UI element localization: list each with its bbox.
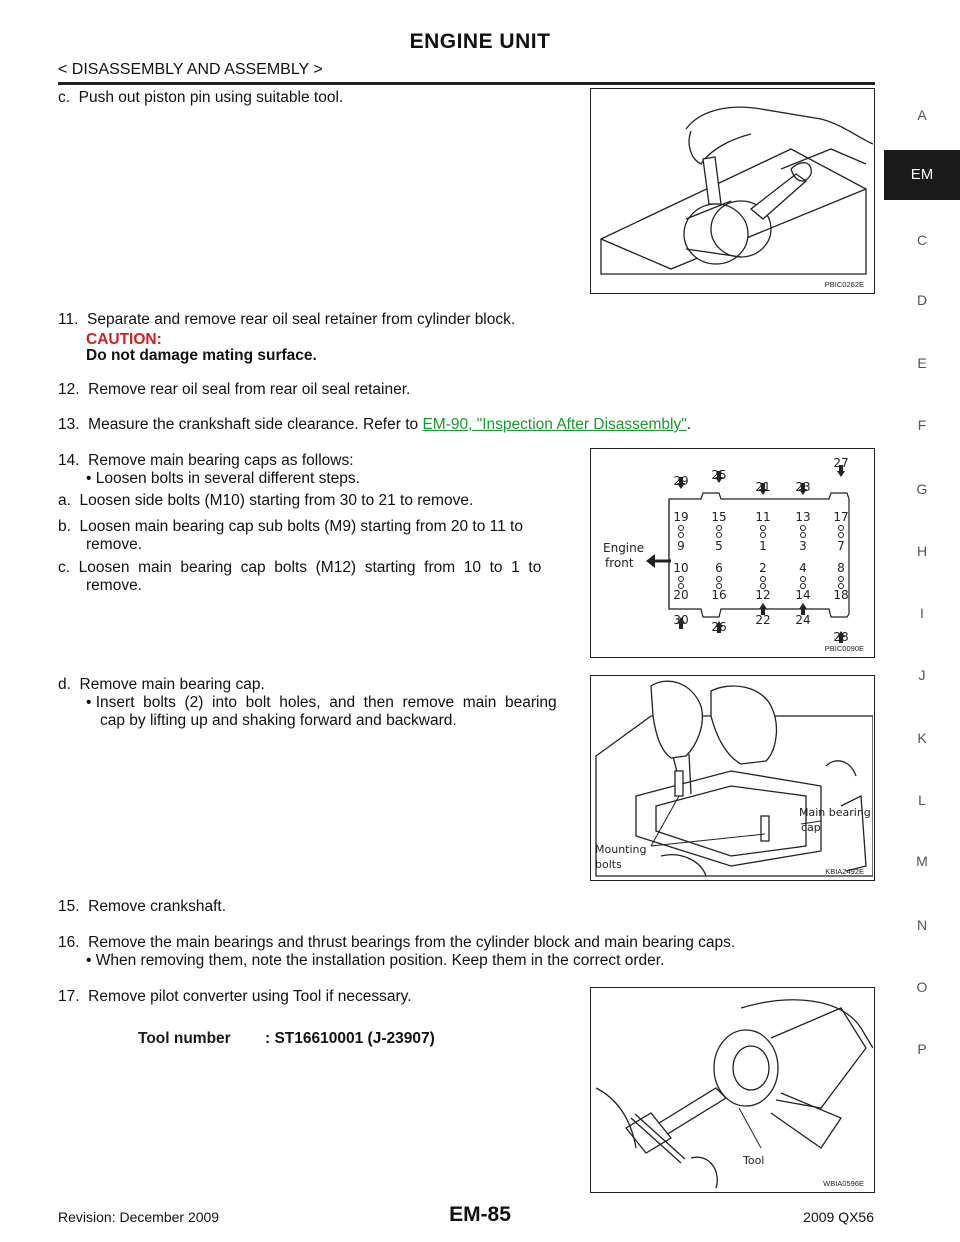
step-12: 12. Remove rear oil seal from rear oil seal retainer. (58, 381, 411, 398)
tab-j[interactable]: J (918, 667, 926, 683)
bolt-label-4: 4 (799, 561, 807, 575)
figure-id-wbia0596e: WBIA0596E (823, 1179, 864, 1188)
tab-l[interactable]: L (918, 792, 926, 808)
engine-front-label-2: front (605, 556, 634, 570)
piston-pin-illustration (591, 89, 873, 292)
step-14d-bullet: • Insert bolts (2) into bolt holes, and then remove main bearing (86, 694, 557, 711)
pilot-converter-illustration (591, 988, 873, 1191)
figure-id-pbic0090e: PBIC0090E (824, 644, 864, 653)
main-bearing-cap-label: Main bearing (799, 806, 871, 819)
bolt-label-12: 12 (755, 588, 771, 602)
mounting-bolts-label-2: bolts (595, 858, 622, 871)
bolt-label-15: 15 (711, 510, 727, 524)
bolt-label-19: 19 (673, 510, 689, 524)
tab-c[interactable]: C (916, 232, 928, 248)
step-c-push-pin: c. Push out piston pin using suitable tool. (58, 89, 344, 106)
tab-k[interactable]: K (917, 730, 927, 746)
step-16: 16. Remove the main bearings and thrust bearings from the cylinder block and main bearing caps. (58, 934, 736, 951)
step-14b-cont: remove. (86, 536, 142, 553)
bolt-label-17: 17 (833, 510, 849, 524)
step-14: 14. Remove main bearing caps as follows: (58, 452, 354, 469)
bolt-label-16: 16 (711, 588, 727, 602)
step-14b: b. Loosen main bearing cap sub bolts (M9) starting from 20 to 11 to (58, 518, 523, 535)
bolt-label-21: 21 (755, 480, 771, 494)
tool-number-value: : ST16610001 (J-23907) (265, 1030, 435, 1047)
bolt-label-22: 22 (755, 613, 771, 627)
bolt-label-23: 23 (795, 480, 811, 494)
tab-d[interactable]: D (916, 292, 928, 308)
step-14a: a. Loosen side bolts (M10) starting from 30 to 21 to remove. (58, 492, 474, 509)
tab-h[interactable]: H (916, 543, 928, 559)
footer-revision: Revision: December 2009 (58, 1209, 220, 1225)
figure-id-pbic0262e: PBIC0262E (824, 280, 864, 289)
tab-o[interactable]: O (916, 979, 928, 995)
header-rule (58, 82, 875, 85)
tab-g[interactable]: G (916, 481, 928, 497)
step-15: 15. Remove crankshaft. (58, 898, 226, 915)
bolt-label-25: 25 (711, 468, 727, 482)
footer-page-number: EM-85 (449, 1203, 511, 1226)
bolt-label-14: 14 (795, 588, 811, 602)
bolt-label-10: 10 (673, 561, 689, 575)
bolt-label-8: 8 (837, 561, 845, 575)
bolt-label-29: 29 (673, 474, 689, 488)
step-14c: c. Loosen main bearing cap bolts (M12) starting from 10 to 1 to (58, 559, 542, 576)
tool-number-label: Tool number (138, 1030, 231, 1047)
tab-f[interactable]: F (917, 417, 927, 433)
step-13-period: . (686, 416, 692, 433)
caution-label: CAUTION: (86, 331, 162, 348)
bolt-label-6: 6 (715, 561, 723, 575)
figure-piston-pin (590, 88, 875, 294)
bolt-label-28: 28 (833, 630, 849, 644)
tab-n[interactable]: N (916, 917, 928, 933)
tab-m[interactable]: M (916, 853, 928, 869)
step-11: 11. Separate and remove rear oil seal retainer from cylinder block. (58, 311, 516, 328)
step-14d: d. Remove main bearing cap. (58, 676, 265, 693)
tool-callout-label: Tool (743, 1154, 765, 1167)
bolt-label-2: 2 (759, 561, 767, 575)
step-17: 17. Remove pilot converter using Tool if necessary. (58, 988, 412, 1005)
page-title: ENGINE UNIT (409, 30, 551, 53)
bolt-label-1: 1 (759, 539, 767, 553)
main-bearing-cap-illustration (591, 676, 873, 879)
tab-p[interactable]: P (917, 1041, 927, 1057)
figure-id-kbia2492e: KBIA2492E (825, 867, 864, 876)
bolt-label-20: 20 (673, 588, 689, 602)
section-subtitle: < DISASSEMBLY AND ASSEMBLY > (58, 61, 323, 78)
step-16-bullet: • When removing them, note the installation position. Keep them in the correct order. (86, 952, 665, 969)
step-14d-bullet-cont: cap by lifting up and shaking forward and backward. (100, 712, 457, 729)
bolt-label-26: 26 (711, 620, 727, 634)
tab-em-active[interactable]: EM (884, 150, 960, 200)
tab-a[interactable]: A (917, 107, 927, 123)
footer-model: 2009 QX56 (803, 1209, 874, 1225)
step-13 (58, 415, 691, 435)
step-14c-cont: remove. (86, 577, 142, 594)
bolt-label-3: 3 (799, 539, 807, 553)
bolt-label-30: 30 (673, 613, 689, 627)
bolt-label-13: 13 (795, 510, 811, 524)
bolt-label-27: 27 (833, 456, 849, 470)
engine-front-label: Engine (603, 541, 645, 555)
step-14-bullet: • Loosen bolts in several different steps. (86, 470, 360, 487)
bolt-label-9: 9 (677, 539, 685, 553)
step-13-text: 13. Measure the crankshaft side clearance. Refer to (58, 416, 423, 433)
bolt-label-24: 24 (795, 613, 811, 627)
inspection-link[interactable]: EM-90, "Inspection After Disassembly" (422, 416, 687, 433)
tab-e[interactable]: E (917, 355, 927, 371)
figure-pilot-converter-tool (590, 987, 875, 1193)
bolt-label-5: 5 (715, 539, 723, 553)
mounting-bolts-label: Mounting (595, 843, 647, 856)
bolt-label-7: 7 (837, 539, 845, 553)
bolt-sequence-diagram (591, 449, 873, 656)
figure-bolt-sequence (590, 448, 875, 658)
bolt-label-18: 18 (833, 588, 849, 602)
caution-text: Do not damage mating surface. (86, 347, 317, 364)
figure-main-bearing-cap (590, 675, 875, 881)
bolt-label-11: 11 (755, 510, 771, 524)
main-bearing-cap-label-2: cap (801, 821, 821, 834)
tab-i[interactable]: I (920, 605, 924, 621)
